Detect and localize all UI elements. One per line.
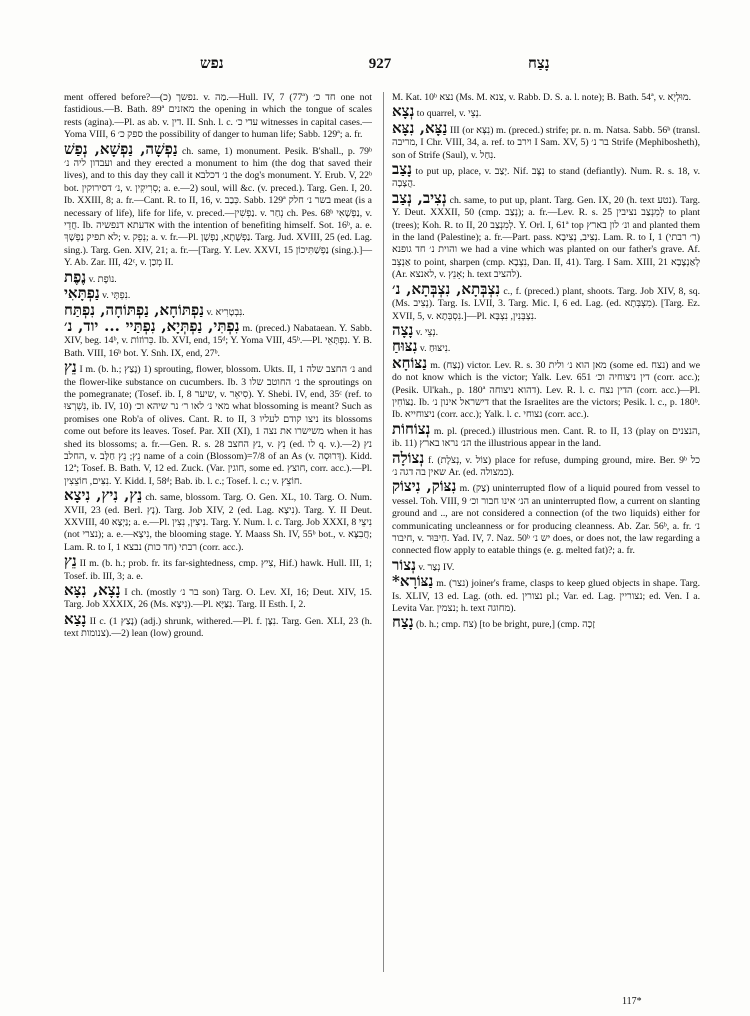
entry-lemma: נִצּוֹק, נִיצוֹק: [392, 477, 457, 496]
right-column-continuation: M. Kat. 10ᵇ נצא (Ms. M. צנא, v. Rabb. D. S. a. l. note); B. Bath. 54ª, v. מוּלְיָא.: [392, 92, 692, 103]
dictionary-entry: [392, 188, 701, 282]
right-running-headword: נָצַח: [528, 56, 550, 72]
entry-definition: v. נְצֵי.: [415, 326, 439, 338]
left-column: [64, 92, 372, 642]
dictionary-entry: [64, 316, 373, 360]
entry-lemma: נָצָה: [392, 320, 414, 339]
entry-lemma: נֵץ: [64, 552, 77, 571]
dictionary-entry: [64, 139, 373, 270]
dictionary-entry: [64, 581, 372, 612]
entry-lemma: נָצָא, נִצָּא: [64, 581, 121, 600]
entry-lemma: נְצוֹלָה: [392, 448, 425, 467]
right-entries: [392, 102, 701, 632]
entry-lemma: נִצּוּחַ: [392, 337, 418, 356]
entry-lemma: נְצוֹחוֹת: [392, 419, 431, 438]
entry-lemma: נֵץ, נִיץ, נִיצָא: [64, 486, 143, 505]
entry-definition: m. (נצר) joiner's frame, clasps to keep glued objects in shape. Targ. Is. XLIV, 13 ed. Lag. (oth. ed. נצורין pl.; Var. ed. Lag. נצוריין; ed. Ven. I a. Levita Var. נצמין; h. text מחוגה).: [392, 578, 700, 615]
dictionary-entry: [64, 358, 373, 488]
entry-lemma: נֵץ: [64, 358, 77, 377]
left-column-continuation: ment offered before?—(כ) נפשך. v. מַה.—Hull. IV, 7 (77ª) חד כ׳ one not fastidious.—B. Bath. 89ª מאזנים the opening in which the tongue of scales rests (agina).—Pl. as ab. v. דין. II. Snh. l. c. עדי כ׳ witnesses in capital cases.—Yoma VIII, 6 ספק כ׳ the possibility of danger to human life; Sabb. 129ª; a. fr.: [64, 92, 372, 141]
page-number: 927: [368, 56, 392, 72]
entry-lemma: נַפְתָּאִי: [64, 284, 100, 303]
entry-definition: ch. same, 1) monument. Pesik. B'shall., p. 79ᵇ ועבדון ליה נ׳ and they erected a monument to him (the dog that saved their lives), and to this day they call it נ׳ דכלבא the dog's monument. Y. Erub. V, 22ᵇ bot. נ׳ דסירוקין, v. סְרִיקִין; a. e.—2) soul, will &c. (v. preced.). Targ. Gen. I, 20. Ib. XXIII, 8; a. fr.—Cant. R. to II, 16, v. כְּבַב. Sabb. 129ª בשר נ׳ חלק meat (is a necessary of life), life for life, v. preced.—נַפְשִׁין. v. נְחַר ch. Pes. 68ᵇ נַפְשָׁאִי, v. חֲדֵי. Ib. אדעתא דנפשיה with the intention of benefiting himself. Sot. 16ᵇ, a. e. לא תפיק נַפְשָׁךְ; v. נְפֵק; a. v. fr.—Pl. נַפְשָׁתָא, נַפְשָׁן. Targ. Jud. XVIII, 25 (ed. Lag. sing.). Targ. Gen. XIV, 21; a. fr.—[Targ. Y. Lev. XXVI, 15 נַפְשַׁתִּיכוֹן (sing.).]—Y. Ab. Zar. III, 42ᶜ, v. מְכַן II.: [64, 145, 373, 269]
entry-lemma: נֶפֶת: [64, 267, 87, 286]
entry-definition: m. pl. (preced.) illustrious men. Cant. R. to II, 13 (play on הנצנים, ib. 11) הנ׳ נראו בארץ the illustrious appear in the land.: [392, 425, 700, 450]
entry-lemma: נַצּוֹחָא: [392, 353, 428, 372]
dictionary-entry: [392, 448, 701, 480]
entry-definition: to quarrel, v. נְצֵי.: [416, 108, 482, 120]
entry-lemma: נָצַב: [392, 160, 412, 179]
dictionary-entry: [64, 609, 372, 641]
entry-definition: (b. h.; cmp. צח) [to be bright, pure,] (cmp. זָכָה: [416, 619, 596, 631]
entry-definition: to put up, place, v. יָצַב. Nif. נִצָּב to stand (defiantly). Num. R. s. 18, v. הֲצָבָה.: [392, 166, 700, 190]
dictionary-entry: [392, 353, 701, 422]
entry-definition: ch. same, blossom. Targ. O. Gen. XL, 10. Targ. O. Num. XVII, 23 (ed. Berl. נָץ). Targ. Job XIV, 2 (ed. Lag. נִיצָא). Targ. Y. II Deut. XXVIII, 40 נַיְצָא; a. e.—Pl. נִיצִין, נִצִין. Targ. Y. Num. l. c. Targ. Job XXXI, 8 נִיצֵי (not נצרי); a. e.—נִיצָא, the blooming stage. Y. Maass Sh. IV, 55ᵇ bot., v. חֲבִצָּא; Lam. R. to I, 1 רבתי (חד כות) נבצא (corr. acc.).: [64, 492, 373, 553]
entry-lemma: נַצָּא, נִצָּא: [392, 118, 448, 137]
entry-lemma: נְצִיב, נְצַב: [392, 188, 447, 207]
entry-definition: II m. (b. h.; prob. fr. its far-sightedness, cmp. צִיץ, Hif.) hawk. Hull. III, 1; Tosef. ib. III, 3; a. e.: [64, 558, 372, 582]
dictionary-entry: [392, 572, 700, 615]
left-running-headword: נפש: [200, 56, 224, 72]
dictionary-entry: [392, 555, 700, 574]
entry-lemma: נָצַא: [64, 609, 87, 628]
dictionary-entry: [64, 552, 372, 583]
entry-lemma: נַפְשָׁה, נַפְשָׁא, נְפַשׁ: [64, 139, 178, 158]
entry-lemma: נַפְתּוֹחָא, נַפְתּוֹחָה, נִפְתַּח: [64, 300, 205, 319]
entry-lemma: נִצְבְּתָא, נִצְבְּתָא, נ׳: [392, 279, 501, 298]
entry-definition: m. (צַק) uninterrupted flow of a liquid poured from vessel to vessel. Toh. VIII, 9 הנ׳ אינו חבור וכ׳ an uninterrupted flow, a current on slanting ground and .., are not considered a connection (of the two liquids) either for communicating uncleanness or for producing cleanness. Ab. Zar. 56ᵇ, a. fr. נ׳ חיבור, v. חִיבּוּר. Yad. IV, 7. Naz. 50ᵇ יש נ׳ does, or does not, the law regarding a connected flow apply to eatable things (e. g. melted fat)?; a. fr.: [392, 483, 701, 557]
entry-definition: c., f. (preced.) plant, shoots. Targ. Job XIV, 8, sq. (Ms. נְצִיב). Targ. Is. LVII, 3. Targ. Mic. I, 6 ed. Lag. (ed. מִצְבְּתָא). [Targ. Ez. XVII, 5, v. נִסְבְּתָא.]—Pl. נִצְבְּנִין, נִצְבָּא.: [392, 285, 700, 322]
dictionary-entry: [392, 279, 700, 323]
right-column: [392, 92, 700, 633]
entry-definition: ch. same, to put up, plant. Targ. Gen. IX, 20 (h. text נטע). Targ. Y. Deut. XXXII, 50 (cmp. נְצַב); a. fr.—Lev. R. s. 25 לְמִנְצַב נציבין to plant (trees); Koh. R. to II, 20 לְמִנְצַב. Y. Orl. I, 61ª top ונ׳ לון בארץ and planted them in the land (Palestine); a. fr.—Part. pass. נְצִיב, נְצִיבָא. Lam. R. to I, 1 (ר׳ רבתי) והוית נ׳ חד גופנא we had a vine which was planted on our father's grave. Af. אַנְצֵב to point, sharpen (cmp. נִצְבָא, Dan. II, 41). Targ. I Sam. XIII, 21 לְאַנְצָבָא (Ar. לאנצא, v. אָנֵץ; h. text להציב).: [392, 194, 701, 281]
dictionary-entry: [392, 477, 701, 557]
entry-definition: m. (נְצַח) victor. Lev. R. s. 30 מאן הוא נ׳ ולית (some ed. נצח) and we do not know which is the victor; Yalk. Lev. 651 דין ניצוחיה וכ׳ (corr. acc.); (Pesik. Ul'kah., p. 180ª דהוא ניצוחה). Lev. R. l. c. הדין נצח (corr. acc.)—Pl. נַצּוֹחִין. Ib. דישראל אינון נ׳ that the Israelites are the victors; Pesik. l. c., p. 180ᵇ. Ib. ניצוחייא (corr. acc.); Yalk. l. c. נצוחי (corr. acc.).: [392, 359, 701, 421]
page-header: [0, 56, 750, 78]
entry-definition: v. נְצַר IV.: [418, 561, 455, 573]
entry-definition: v. נוֹפֶת.: [88, 273, 117, 285]
left-entries: [64, 139, 373, 641]
entry-definition: m. (preced.) Nabataean. Y. Sabb. XIV, beg. 14ᵇ, v. כֵּרוֹזוֹת. Ib. XVI, end, 15ᵈ; Y. Yoma VIII, 45ᵇ.—Pl. נִפְתָּאֵי. Y. B. Bath. VIII, 16ᵇ bot. Y. Snh. IX, end, 27ᵇ.: [64, 322, 373, 359]
dictionary-entry: [392, 320, 700, 339]
entry-lemma: נָצַח: [392, 613, 414, 632]
entry-definition: v. נִבְטָרִיא.: [206, 306, 245, 318]
entry-lemma: נְצָא: [392, 102, 415, 121]
entry-lemma: נִפְתִּי, נַפְתְּיָא, נִפְתַּיי ... יוד, נ׳: [64, 316, 240, 335]
entry-definition: v. נִפְתָּי.: [102, 290, 131, 302]
entry-definition: II c. (נָצַץ 1) (adj.) shrunk, withered.—Pl. f. נִצָּן. Targ. Gen. XLI, 23 (h. text צנומות).—2) lean (low) ground.: [64, 615, 372, 640]
entry-definition: f. (נְצֹלֶת, v. צוֹל) place for refuse, dumping ground, mire. Ber. 9ᵇ כל שאין בה דגה נ׳ Ar. (ed. כמצולה).: [392, 454, 701, 478]
entry-lemma: נַצּוֹרָא*: [392, 572, 434, 591]
entry-definition: III (or נִצְּא) m. (preced.) strife; pr. n. m. Natsa. Sabb. 56ᵇ (transl. מריבה, I Chr. VIII, 34, a. ref. to וירב I Sam. XV, 5) בר נ׳ Strife (Mephibosheth), son of Strife (Saul), v. נִחַל.: [392, 124, 701, 161]
dictionary-entry: [392, 160, 700, 191]
entry-definition: I ch. (mostly בר נ׳ son) Targ. O. Lev. XI, 16; Deut. XIV, 15. Targ. Job XXXIX, 26 (Ms. נִיצָא).—Pl. נִצַּיָּא. Targ. II Esth. I, 2.: [64, 587, 372, 611]
dictionary-entry: [392, 419, 700, 451]
dictionary-entry: [64, 267, 372, 286]
entry-definition: I m. (b. h.; נָצַץ) 1) sprouting, flower, blossom. Ukts. II, 1 נ׳ החצב שלה and the flower-like substance on cucumbers. Ib. 3 נ׳ החוטב שלו the sproutings on the pomegranate; (Tosef. ib. I, 8 שיער, v. סִיאֵר). Y. Shebi. IV, end, 35ᶜ (ref. to נִשְׁרְצוּ, ib. IV, 10) מאי נ׳ לאו ר׳ נר שיהא וכ׳ what blossoming is meant? Such as promises one Rob'a of olives. Cant. R. to II, 3 ניצו קודם לעליו its blossoms come out before its leaves. Tosef. Par. XII (XI), 1 משישרו את נצה when it has shed its blossoms; a. fr.—Gen. R. s. 28 נץ החצב, v. נֵץ (ed. לו q. v.).—2) נץ החלב, v. נֵץ; נֵץ חַלָּב name of a coin (Blossom)=7/8 of an As (v. דְּרוּסְה). Kidd. 12ª; Tosef. B. Bath. V, 12 ed. Zuck. (Var. חוגין, some ed. חוצץ, corr. acc.).—Pl. נִצִּים, חוֹצֵצִין. Y. Kidd. I, 58ᵈ; Bab. ib. l. c.; Tosef. l. c.; v. חוֹצֵץ.: [64, 364, 373, 487]
dictionary-entry: [392, 613, 700, 632]
entry-definition: v. נִיצּוּחַ.: [419, 343, 451, 355]
signature-mark: 117*: [622, 996, 642, 1007]
dictionary-entry: [392, 118, 701, 162]
column-divider: [383, 92, 384, 972]
dictionary-entry: [392, 337, 700, 356]
entry-lemma: נְצוֹר: [392, 555, 416, 574]
dictionary-entry: [64, 486, 373, 554]
